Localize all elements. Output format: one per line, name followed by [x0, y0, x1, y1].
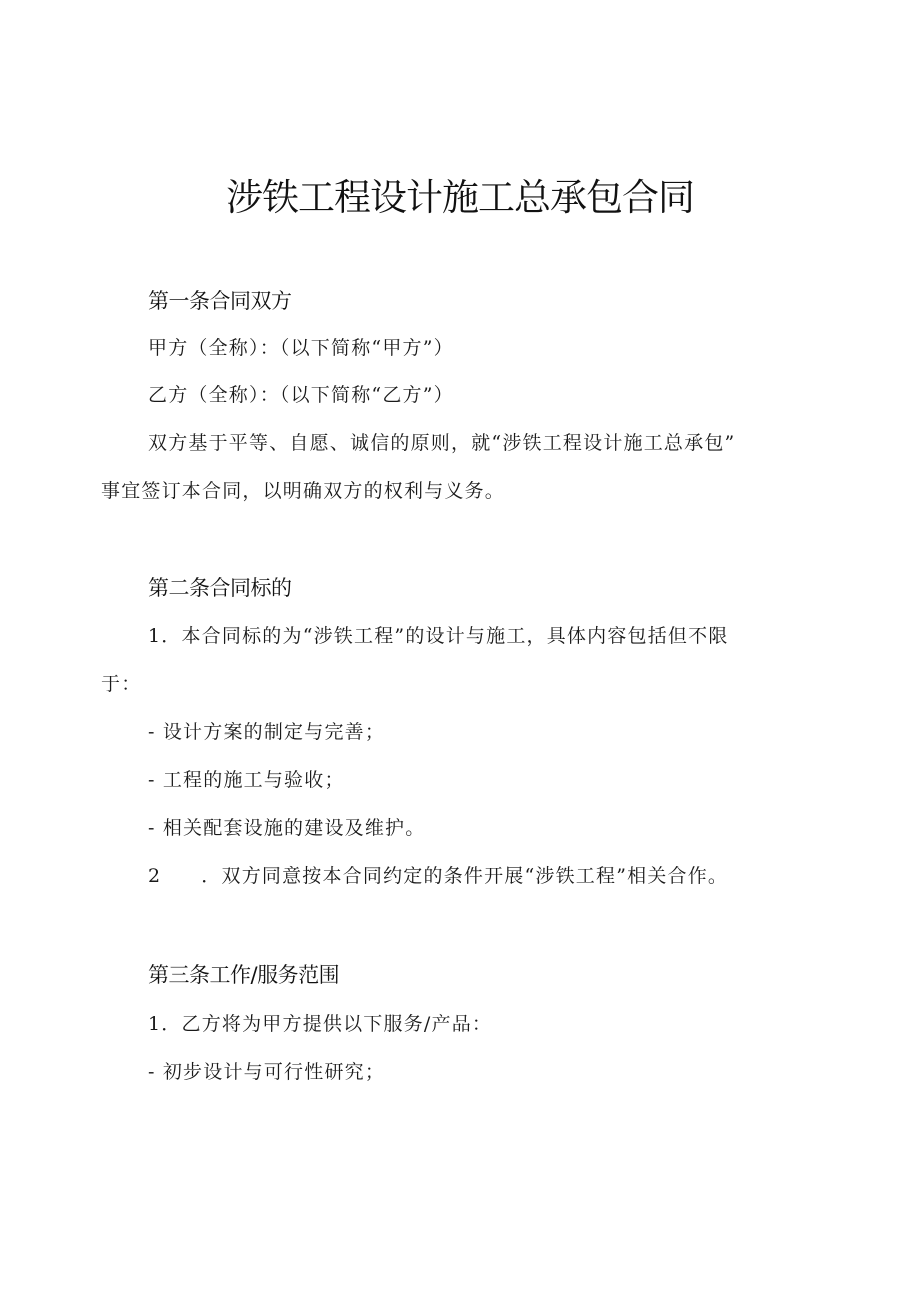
section-3-heading: 第三条工作/服务范围 [148, 963, 340, 987]
list-item: - 初步设计与可行性研究； [148, 1061, 386, 1083]
subject-item-1-line-2: 于： [101, 673, 142, 695]
subject-item-1-line-1: 1．本合同标的为“涉铁工程”的设计与施工，具体内容包括但不限 [148, 625, 729, 647]
list-item: - 相关配套设施的建设及维护。 [148, 817, 426, 839]
list-item: - 设计方案的制定与完善； [148, 721, 386, 743]
section-1-heading: 第一条合同双方 [148, 289, 292, 313]
section-2-heading: 第二条合同标的 [148, 576, 292, 600]
list-item: - 工程的施工与验收； [148, 769, 345, 791]
preamble-line-1: 双方基于平等、自愿、诚信的原则，就“涉铁工程设计施工总承包” [148, 432, 736, 454]
item-text: ．双方同意按本合同约定的条件开展“涉铁工程”相关合作。 [201, 865, 729, 887]
party-b-line: 乙方（全称）：（以下简称“乙方”） [148, 384, 454, 406]
subject-item-2 [148, 861, 728, 891]
preamble-line-2: 事宜签订本合同，以明确双方的权利与义务。 [101, 480, 506, 502]
scope-item-1: 1．乙方将为甲方提供以下服务/产品： [148, 1013, 493, 1035]
party-a-line: 甲方（全称）：（以下简称“甲方”） [148, 337, 454, 359]
document-title: 涉铁工程设计施工总承包合同 [226, 176, 694, 219]
item-number: 2 [148, 865, 162, 887]
